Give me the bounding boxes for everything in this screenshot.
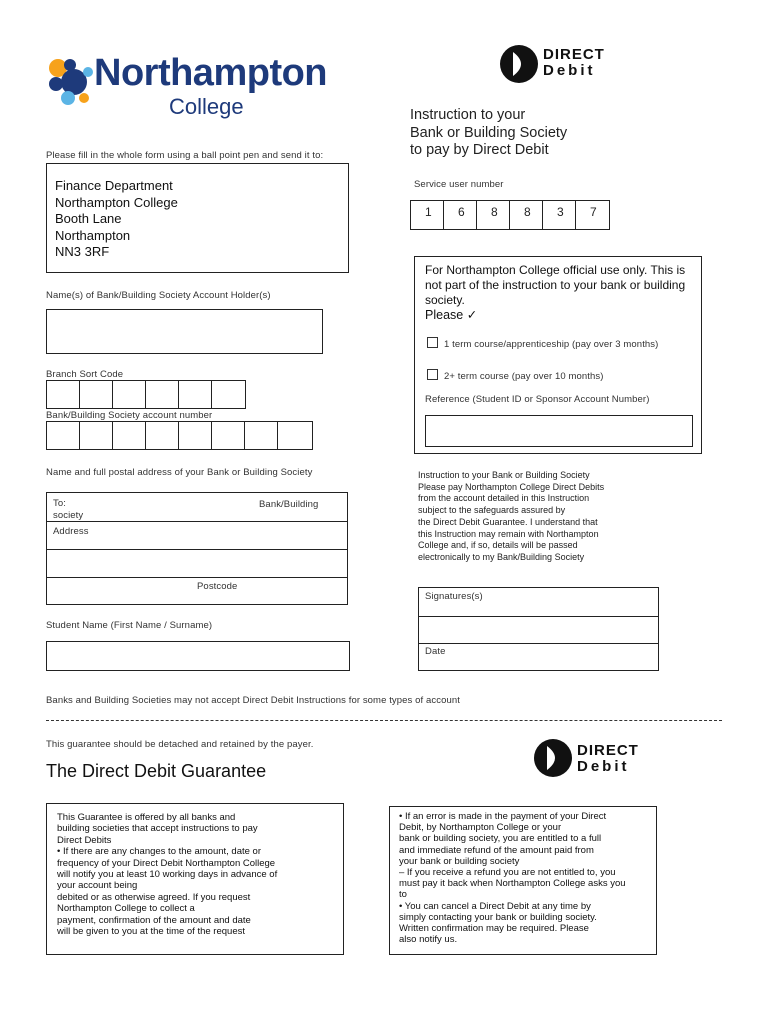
divider	[419, 616, 658, 617]
reference-label: Reference (Student ID or Sponsor Account Number)	[425, 394, 650, 405]
official-use-box	[414, 256, 702, 454]
account-number-label: Bank/Building Society account number	[46, 410, 213, 421]
service-user-number	[410, 200, 610, 230]
official-use-please: Please ✓	[425, 308, 478, 322]
sort-code-digit[interactable]	[178, 380, 212, 409]
guarantee-right-box	[389, 806, 657, 955]
sort-code-digit[interactable]	[145, 380, 179, 409]
date-field[interactable]	[419, 643, 658, 670]
account-holder-label: Name(s) of Bank/Building Society Account Holder(s)	[46, 290, 271, 301]
signature-field[interactable]	[419, 588, 658, 616]
account-number-digit[interactable]	[145, 421, 179, 450]
direct-debit-logo-icon	[499, 44, 539, 84]
account-number-digit[interactable]	[277, 421, 313, 450]
reference-field[interactable]	[425, 415, 693, 447]
address-label: Address	[53, 526, 89, 537]
service-user-digit: 8	[509, 200, 543, 230]
postcode-label: Postcode	[197, 581, 238, 592]
college-name-top: Northampton	[94, 52, 328, 94]
direct-debit-logo-line1: DIRECT	[577, 742, 639, 759]
service-user-digit: 6	[443, 200, 477, 230]
bank-building-label: Bank/Building	[259, 499, 319, 510]
sort-code-digit[interactable]	[46, 380, 80, 409]
signature-date-box	[418, 587, 659, 671]
term-option-2-label: 2+ term course (pay over 10 months)	[444, 371, 604, 382]
sort-code-label: Branch Sort Code	[46, 369, 124, 380]
society-label: society	[53, 510, 84, 521]
to-label: To:	[53, 498, 66, 509]
direct-debit-logo-line1: DIRECT	[543, 46, 605, 63]
account-number-field[interactable]	[46, 421, 313, 450]
divider	[47, 549, 347, 550]
direct-debit-logo	[499, 44, 639, 84]
send-to-address-box	[46, 163, 349, 273]
sort-code-digit[interactable]	[112, 380, 146, 409]
account-number-digit[interactable]	[244, 421, 278, 450]
bank-address-label: Name and full postal address of your Bank or Building Society	[46, 467, 313, 478]
date-label: Date	[425, 646, 446, 657]
direct-debit-logo-line2: Debit	[577, 758, 630, 775]
service-user-digit: 3	[542, 200, 576, 230]
guarantee-right-text: • If an error is made in the payment of your Direct Debit, by Northampton College or your bank or building society, you are entitled to a full and immediate refund of the amount paid from your bank or building society – If you receive a refund you are not entitled to, you must pay it back when Northampton College asks you to • You can cancel a Direct Debit at any time by simply contacting your bank or building society. Written confirmation may be required. Please also notify us.	[399, 811, 626, 946]
term-option-1-label: 1 term course/apprenticeship (pay over 3 months)	[444, 339, 659, 350]
sort-code-field[interactable]	[46, 380, 246, 409]
direct-debit-logo-guarantee	[533, 738, 673, 778]
account-number-digit[interactable]	[112, 421, 146, 450]
direct-debit-logo-line2: Debit	[543, 62, 596, 79]
bank-name-field[interactable]	[47, 493, 347, 521]
service-user-digit: 7	[575, 200, 610, 230]
account-number-digit[interactable]	[46, 421, 80, 450]
college-logo	[44, 50, 328, 130]
instruction-title: Instruction to your Bank or Building Society to pay by Direct Debit	[410, 107, 568, 158]
send-to-address: Finance Department Northampton College Booth Lane Northampton NN3 3RF	[55, 178, 178, 259]
detach-note: This guarantee should be detached and retained by the payer.	[46, 739, 314, 750]
term-option-1[interactable]	[427, 337, 658, 350]
sort-code-digit[interactable]	[211, 380, 246, 409]
signature-label: Signatures(s)	[425, 591, 483, 602]
postcode-field[interactable]	[47, 577, 347, 604]
direct-debit-logo-icon	[533, 738, 573, 778]
bank-address-box	[46, 492, 348, 605]
term-option-2[interactable]	[427, 369, 604, 382]
official-use-text: For Northampton College official use only. This is not part of the instruction to your bank or building society.	[425, 263, 686, 307]
guarantee-title: The Direct Debit Guarantee	[46, 761, 267, 781]
disclaimer-text: Banks and Building Societies may not accept Direct Debit Instructions for some types of account	[46, 695, 460, 706]
service-user-label: Service user number	[414, 179, 504, 190]
fill-instruction: Please fill in the whole form using a ball point pen and send it to:	[46, 150, 324, 161]
account-number-digit[interactable]	[79, 421, 113, 450]
service-user-digit: 8	[476, 200, 510, 230]
account-number-digit[interactable]	[211, 421, 245, 450]
account-holder-field[interactable]	[46, 309, 323, 354]
bank-instruction-text: Instruction to your Bank or Building Society Please pay Northampton College Direct Debits from the account detailed in this Instruction subject to the safeguards assured by the Direct Debit Guarantee. I understand that this Instruction may remain with Northampton College and, if so, details will be passed electronically to my Bank/Building Society	[418, 470, 605, 562]
college-name-bottom: College	[169, 94, 244, 119]
service-user-digit: 1	[410, 200, 444, 230]
detach-line	[46, 720, 722, 721]
student-name-label: Student Name (First Name / Surname)	[46, 620, 213, 631]
student-name-field[interactable]	[46, 641, 350, 671]
account-number-digit[interactable]	[178, 421, 212, 450]
guarantee-left-text: This Guarantee is offered by all banks and building societies that accept instructions to pay Direct Debits • If there are any changes to the amount, date or frequency of your Direct Debit Northampton College will notify you at least 10 working days in advance of your account being debited or as otherwise agreed. If you request Northampton College to collect a payment, confirmation of the amount and date will be given to you at the time of the request	[57, 812, 278, 938]
guarantee-left-box	[46, 803, 344, 955]
term-option-1-checkbox[interactable]	[427, 337, 438, 348]
sort-code-digit[interactable]	[79, 380, 113, 409]
term-option-2-checkbox[interactable]	[427, 369, 438, 380]
